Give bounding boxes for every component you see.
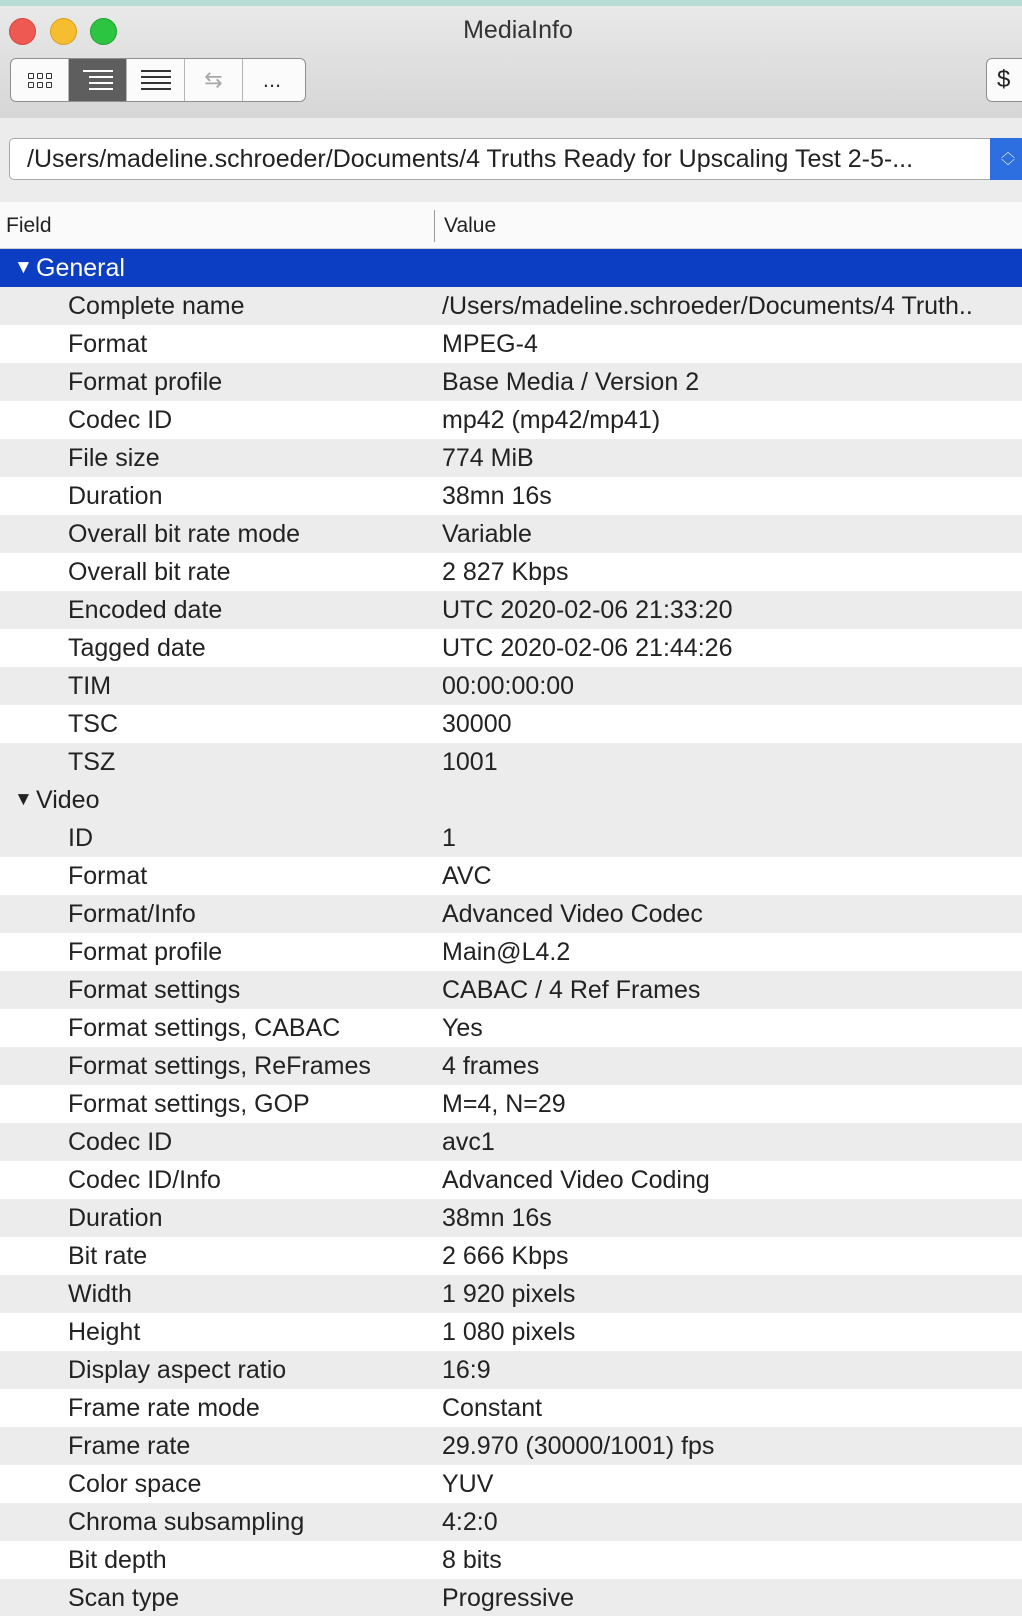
- field-cell: Format profile: [68, 368, 223, 396]
- table-row[interactable]: [0, 1009, 1022, 1047]
- value-cell: AVC: [442, 862, 492, 890]
- table-row[interactable]: [0, 1199, 1022, 1237]
- window-top-edge: [0, 0, 1022, 6]
- table-row[interactable]: [0, 515, 1022, 553]
- table-row[interactable]: [0, 1541, 1022, 1579]
- table-row[interactable]: [0, 743, 1022, 781]
- field-cell: TSZ: [68, 748, 116, 776]
- field-cell: Frame rate mode: [68, 1394, 260, 1422]
- table-row[interactable]: [0, 1123, 1022, 1161]
- value-cell: M=4, N=29: [442, 1090, 566, 1118]
- value-cell: 1 920 pixels: [442, 1280, 576, 1308]
- field-cell: Bit depth: [68, 1546, 167, 1574]
- dollar-label: $: [997, 66, 1011, 93]
- field-cell: TSC: [68, 710, 118, 738]
- value-cell: Progressive: [442, 1584, 574, 1612]
- table-row[interactable]: [0, 1313, 1022, 1351]
- table-row[interactable]: [0, 933, 1022, 971]
- section-label: Video: [36, 786, 100, 814]
- column-divider[interactable]: [434, 210, 435, 242]
- field-cell: Format settings: [68, 976, 241, 1004]
- field-cell: Bit rate: [68, 1242, 148, 1270]
- field-cell: ID: [68, 824, 93, 852]
- field-cell: Tagged date: [68, 634, 206, 662]
- table-row[interactable]: [0, 1503, 1022, 1541]
- table-row[interactable]: [0, 1085, 1022, 1123]
- chevron-down-icon: ﹀: [1001, 158, 1015, 174]
- field-cell: Format: [68, 862, 148, 890]
- table-row[interactable]: [0, 819, 1022, 857]
- field-cell: TIM: [68, 672, 112, 700]
- file-selector-bar: [0, 118, 1022, 203]
- tree-view-icon: [83, 70, 113, 90]
- value-cell: 00:00:00:00: [442, 672, 575, 700]
- chevron-up-icon: ︿: [1001, 144, 1015, 160]
- text-view-button[interactable]: [127, 59, 185, 101]
- value-cell: Advanced Video Codec: [442, 900, 703, 928]
- file-path-select[interactable]: [9, 138, 1019, 180]
- field-cell: Complete name: [68, 292, 245, 320]
- file-path-text: /Users/madeline.schroeder/Documents/4 Truths Ready for Upscaling Test 2-5-...: [27, 145, 914, 173]
- field-cell: Format settings, ReFrames: [68, 1052, 371, 1080]
- field-cell: Scan type: [68, 1584, 180, 1612]
- title-bar: [0, 0, 1022, 119]
- disclosure-triangle-icon[interactable]: ▼: [14, 789, 33, 810]
- table-row[interactable]: [0, 1351, 1022, 1389]
- column-header-value[interactable]: Value: [444, 214, 497, 237]
- table-row[interactable]: [0, 1579, 1022, 1616]
- value-cell: mp42 (mp42/mp41): [442, 406, 661, 434]
- field-cell: Encoded date: [68, 596, 223, 624]
- value-cell: 2 827 Kbps: [442, 558, 569, 586]
- value-cell: 30000: [442, 710, 512, 738]
- field-cell: Color space: [68, 1470, 202, 1498]
- table-row[interactable]: [0, 1389, 1022, 1427]
- table-row[interactable]: [0, 1465, 1022, 1503]
- value-cell: Yes: [442, 1014, 483, 1042]
- table-row[interactable]: [0, 591, 1022, 629]
- value-cell: 1: [442, 824, 456, 852]
- value-cell: UTC 2020-02-06 21:44:26: [442, 634, 733, 662]
- table-row[interactable]: [0, 287, 1022, 325]
- value-cell: 8 bits: [442, 1546, 502, 1574]
- field-cell: Format settings, GOP: [68, 1090, 310, 1118]
- field-cell: Overall bit rate: [68, 558, 231, 586]
- value-cell: /Users/madeline.schroeder/Documents/4 Truth..: [442, 292, 973, 320]
- tree-view-button[interactable]: [69, 59, 127, 101]
- value-cell: Variable: [442, 520, 532, 548]
- value-cell: 38mn 16s: [442, 482, 552, 510]
- field-cell: Format/Info: [68, 900, 196, 928]
- field-cell: Codec ID: [68, 406, 173, 434]
- value-cell: 1 080 pixels: [442, 1318, 576, 1346]
- value-cell: Advanced Video Coding: [442, 1166, 710, 1194]
- value-cell: Constant: [442, 1394, 543, 1422]
- section-row-general[interactable]: [0, 249, 1022, 287]
- value-cell: 4 frames: [442, 1052, 540, 1080]
- table-row[interactable]: [0, 895, 1022, 933]
- value-cell: 2 666 Kbps: [442, 1242, 569, 1270]
- more-views-button[interactable]: [243, 59, 301, 101]
- grid-view-button[interactable]: [11, 59, 69, 101]
- table-row[interactable]: [0, 857, 1022, 895]
- field-cell: Format: [68, 330, 148, 358]
- value-cell: 1001: [442, 748, 498, 776]
- info-table: [0, 249, 1022, 1616]
- text-view-icon: [141, 70, 171, 90]
- field-cell: Format settings, CABAC: [68, 1014, 341, 1042]
- value-cell: UTC 2020-02-06 21:33:20: [442, 596, 733, 624]
- grid-view-icon: [28, 73, 52, 88]
- compare-view-button[interactable]: [185, 59, 243, 101]
- section-row-video[interactable]: [0, 781, 1022, 819]
- table-header: [0, 202, 1022, 249]
- field-cell: File size: [68, 444, 160, 472]
- value-cell: MPEG-4: [442, 330, 538, 358]
- field-cell: Overall bit rate mode: [68, 520, 301, 548]
- table-row[interactable]: [0, 439, 1022, 477]
- field-cell: Codec ID/Info: [68, 1166, 221, 1194]
- table-row[interactable]: [0, 401, 1022, 439]
- table-row[interactable]: [0, 1047, 1022, 1085]
- table-row[interactable]: [0, 1427, 1022, 1465]
- value-cell: 16:9: [442, 1356, 491, 1384]
- disclosure-triangle-icon[interactable]: ▼: [14, 257, 33, 278]
- table-row[interactable]: [0, 971, 1022, 1009]
- value-cell: 29.970 (30000/1001) fps: [442, 1432, 715, 1460]
- table-row[interactable]: [0, 325, 1022, 363]
- table-row[interactable]: [0, 363, 1022, 401]
- section-label: General: [36, 254, 125, 282]
- value-cell: 38mn 16s: [442, 1204, 552, 1232]
- table-row[interactable]: [0, 553, 1022, 591]
- table-row[interactable]: [0, 477, 1022, 515]
- table-row[interactable]: [0, 1161, 1022, 1199]
- select-stepper[interactable]: [990, 138, 1022, 180]
- donate-button[interactable]: [986, 58, 1022, 102]
- window-title: MediaInfo: [463, 16, 573, 44]
- column-header-field[interactable]: Field: [6, 214, 52, 237]
- field-cell: Duration: [68, 1204, 163, 1232]
- field-cell: Frame rate: [68, 1432, 191, 1460]
- compare-icon: ⇆: [204, 67, 223, 92]
- field-cell: Duration: [68, 482, 163, 510]
- table-row[interactable]: [0, 667, 1022, 705]
- value-cell: avc1: [442, 1128, 495, 1156]
- table-row[interactable]: [0, 629, 1022, 667]
- table-row[interactable]: [0, 705, 1022, 743]
- field-cell: Format profile: [68, 938, 223, 966]
- field-cell: Width: [68, 1280, 132, 1308]
- value-cell: YUV: [442, 1470, 494, 1498]
- value-cell: 4:2:0: [442, 1508, 498, 1536]
- view-mode-segmented-control: [10, 58, 306, 102]
- value-cell: CABAC / 4 Ref Frames: [442, 976, 701, 1004]
- field-cell: Display aspect ratio: [68, 1356, 287, 1384]
- field-cell: Height: [68, 1318, 141, 1346]
- value-cell: Main@L4.2: [442, 938, 571, 966]
- table-row[interactable]: [0, 1237, 1022, 1275]
- field-cell: Codec ID: [68, 1128, 173, 1156]
- value-cell: 774 MiB: [442, 444, 534, 472]
- field-cell: Chroma subsampling: [68, 1508, 305, 1536]
- value-cell: Base Media / Version 2: [442, 368, 700, 396]
- table-row[interactable]: [0, 1275, 1022, 1313]
- more-label: ...: [262, 67, 282, 92]
